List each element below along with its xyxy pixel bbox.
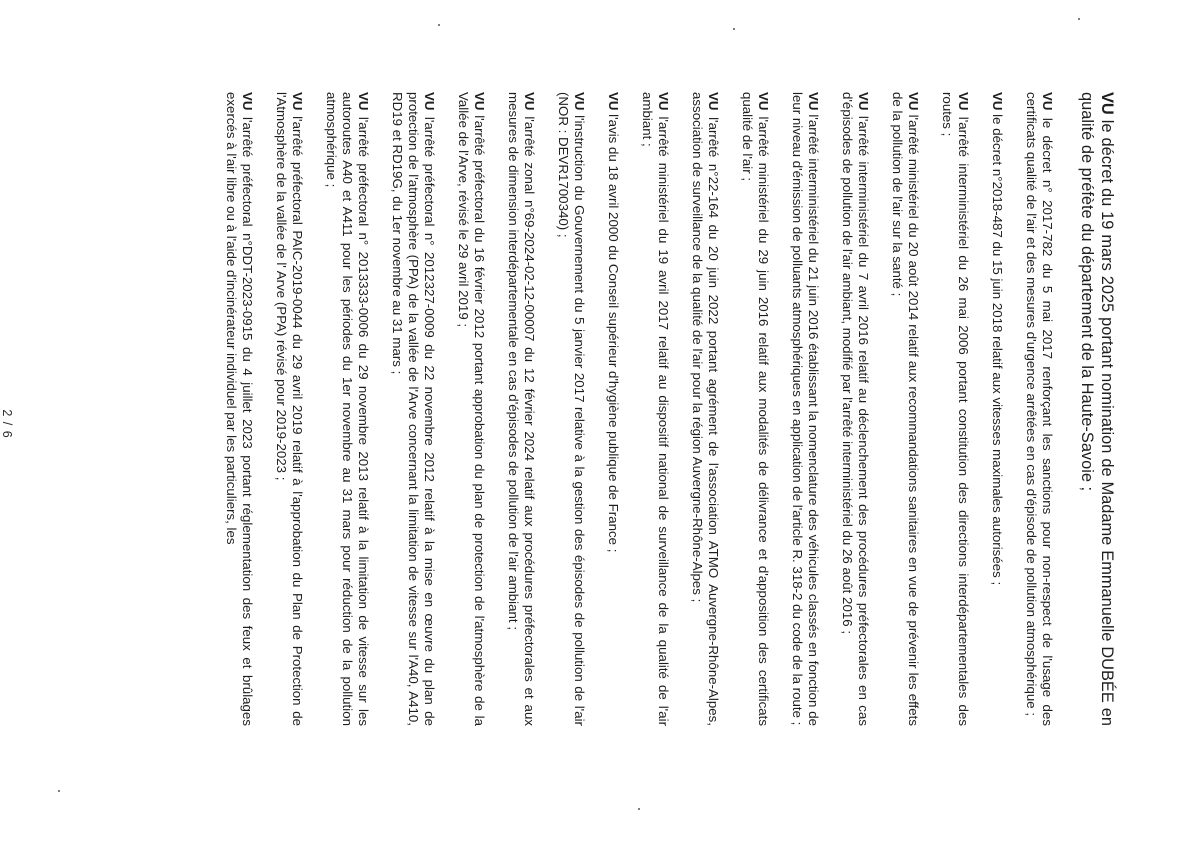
paragraph: VU l'arrêté préfectoral n° 2012327-0009 du 22 novembre 2012 relatif à la mise en œuvre du plan de protection de l'atmosphère (PPA) de la vallée de l'Arve concernant la limitation de vitesse sur l'A40, A410, RD19 et RD19G, du 1er novembre au 31 mars ; bbox=[390, 92, 437, 726]
paragraph: VU l'arrêté interministériel du 7 avril 2016 relatif au déclenchement des procédures préfectorales en cas d'épisodes de pollution de l'air ambiant, modifié par l'arrêté interministériel du 26 août 2016 ; bbox=[840, 92, 871, 726]
paragraph: VU le décret n°2018-487 du 15 juin 2018 relatif aux vitesses maximales autorisées ; bbox=[990, 92, 1005, 586]
paragraph: VU le décret n° 2017-782 du 5 mai 2017 renforçant les sanctions pour non-respect de l'usage des certificats qualité de l'air et des mesures d'urgence arrêtées en cas d'épisode de pollution atmosphérique ; bbox=[1024, 92, 1055, 726]
scan-speck bbox=[733, 28, 735, 30]
paragraph: VU l'arrêté n°22-164 du 20 juin 2022 portant agrément de l'association ATMO Auvergne-Rhône-Alpes, association de surveillance de la qualité de l'air pour la région Auvergne-Rhône-Alpes ; bbox=[690, 92, 721, 726]
paragraph: VU l'avis du 18 avril 2000 du Conseil supérieur d'hygiène publique de France ; bbox=[606, 92, 621, 553]
paragraph: VU l'arrêté ministériel du 29 juin 2016 relatif aux modalités de délivrance et d'apposition des certificats qualité de l'air ; bbox=[740, 92, 771, 726]
paragraph: VU le décret du 19 mars 2025 portant nomination de Madame Emmanuelle DUBÉE en qualité de préfète du département de la Haute-Savoie ; bbox=[1078, 92, 1116, 726]
paragraph: VU l'arrêté préfectoral du 16 février 2012 portant approbation du plan de protection de l'atmosphère de la Vallée de l'Arve, révisé le 29 avril 2019 ; bbox=[456, 92, 487, 726]
scan-speck bbox=[1078, 18, 1080, 20]
scan-speck bbox=[638, 808, 640, 810]
paragraph: VU l'arrêté interministériel du 26 mai 2006 portant constitution des directions interdépartementales des routes ; bbox=[940, 92, 971, 726]
scan-speck bbox=[58, 790, 60, 792]
paragraph: VU l'arrêté préfectoral n° 2013333-0006 du 29 novembre 2013 relatif à la limitation de vitesse sur les autoroutes A40 et A411 pour les périodes du 1er novembre au 31 mars pour réduction de la pollution atmosphérique ; bbox=[324, 92, 371, 726]
paragraph: VU l'arrêté ministériel du 20 août 2014 relatif aux recommandations sanitaires en vue de prévenir les effets de la pollution de l'air sur la santé ; bbox=[890, 92, 921, 726]
paragraph: VU l'arrêté interministériel du 21 juin 2016 établissant la nomenclature des véhicules classés en fonction de leur niveau d'émission de polluants atmosphériques en application de l'article R. 318-2 du code de la route ; bbox=[790, 92, 821, 726]
paragraph: VU l'arrêté zonal n°69-2024-02-12-00007 du 12 février 2024 relatif aux procédures préfectorales et aux mesures de dimension interdépartementale en cas d'épisodes de pollution de l'air ambiant ; bbox=[506, 92, 537, 726]
paragraph: VU l'instruction du Gouvernement du 5 janvier 2017 relative à la gestion des épisodes de pollution de l'air (NOR : DEVR1700340) ; bbox=[556, 92, 587, 726]
paragraph: VU l'arrêté ministériel du 19 avril 2017 relatif au dispositif national de surveillance de la qualité de l'air ambiant ; bbox=[640, 92, 671, 726]
paragraph: VU l'arrêté préfectoral PAIC-2019-0044 du 29 avril 2019 relatif à l'approbation du Plan de Protection de l'Atmosphère de la vallée de l' Arve (PPA) révisé pour 2019-2023 ; bbox=[274, 92, 305, 726]
scan-speck bbox=[438, 24, 440, 26]
page-number: 2 / 6 bbox=[0, 409, 14, 439]
paragraph: VU l'arrêté préfectoral n°DDT-2023-0915 du 4 juillet 2023 portant réglementation des feux et brûlages exercés à l'air libre ou à l'aide d'incinérateur individuel par les particuliers, les bbox=[224, 92, 255, 726]
document-body bbox=[205, 92, 1116, 726]
